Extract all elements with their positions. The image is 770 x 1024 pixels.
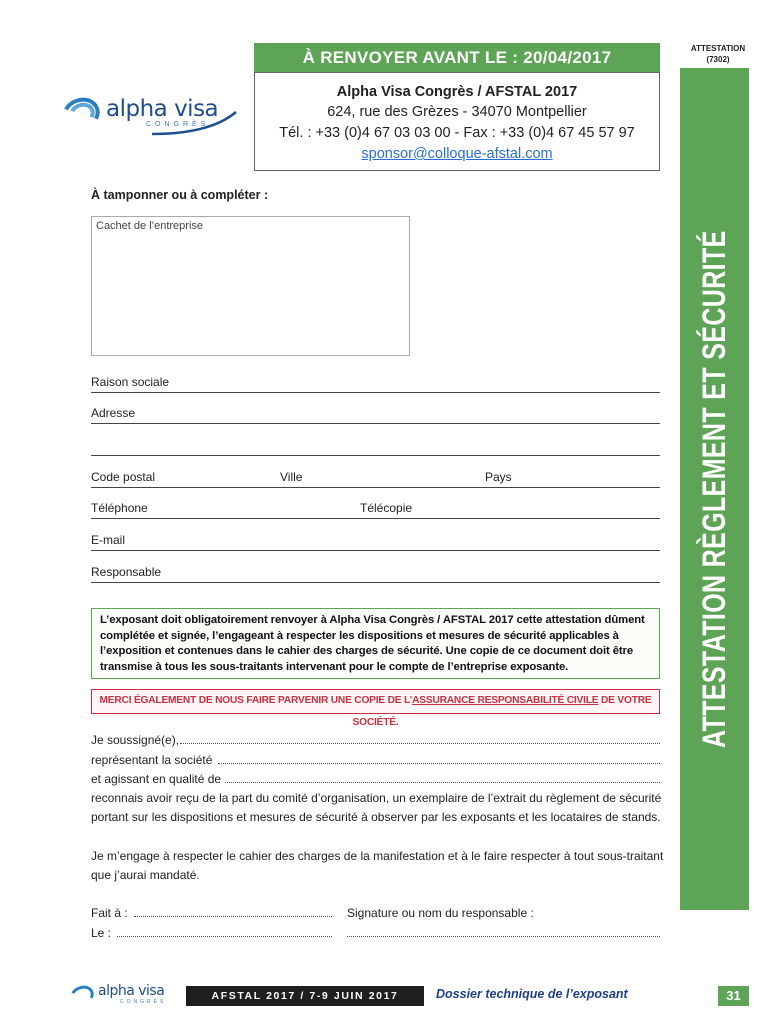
logo-swoosh-icon <box>62 92 104 132</box>
raison-sociale-field[interactable] <box>91 375 660 393</box>
logo-text: alpha visa <box>106 95 219 122</box>
merci-suffix: DE VOTRE SOCIÉTÉ. <box>352 695 652 728</box>
footer-logo-subtext: CONGRÈS <box>120 998 167 1005</box>
attestation-number: (7302) <box>706 55 730 64</box>
footer-logo-text: alpha visa <box>98 982 165 999</box>
responsable-label: Responsable <box>91 565 162 579</box>
organizer-name: Alpha Visa Congrès / AFSTAL 2017 <box>336 84 578 100</box>
signature-input-line[interactable] <box>347 936 660 937</box>
responsable-field[interactable] <box>91 565 660 583</box>
engage-line-1: Je m’engage à respecter le cahier des charges de la manifestation et à le faire respecter à tout sous-traitant <box>91 849 664 863</box>
soussigne-label: Je soussigné(e), <box>91 733 180 747</box>
attestation-label: ATTESTATION <box>690 44 746 53</box>
code-postal-label: Code postal <box>91 470 156 484</box>
email-label: E-mail <box>91 533 126 547</box>
le-input-line[interactable] <box>117 936 332 937</box>
company-stamp-box[interactable] <box>91 216 410 356</box>
email-field[interactable] <box>91 533 660 551</box>
representant-input-line[interactable] <box>218 763 660 764</box>
raison-sociale-label: Raison sociale <box>91 375 170 389</box>
representant-label: représentant la société <box>91 753 213 767</box>
adresse-field[interactable] <box>91 406 660 424</box>
telecopie-label: Télécopie <box>360 501 413 515</box>
fait-a-input-line[interactable] <box>134 916 332 917</box>
attestation-code <box>676 43 760 65</box>
reconnais-line-1: reconnais avoir reçu de la part du comité d’organisation, un exemplaire de l’extrait du règlement de sécurité <box>91 791 662 805</box>
form-instruction: À tamponner ou à compléter : <box>91 188 269 202</box>
merci-insurance-link: ASSURANCE RESPONSABILITÉ CIVILE <box>412 695 599 706</box>
exhibitor-notice: L’exposant doit obligatoirement renvoyer à Alpha Visa Congrès / AFSTAL 2017 cette attestation dûment complétée et signée, l’engageant à respecter les dispositions et mesures de sécurité applicables à l’exposition et contenues dans le cahier des charges de sécurité. Une copie de ce document doit être transmise à tous les sous-traitants intervenant pour le compte de l’entreprise exposante. <box>91 608 660 679</box>
logo-underline-swoosh <box>150 108 240 138</box>
code-postal-ville-pays-field[interactable] <box>91 470 660 488</box>
engage-line-2: que j’aurai mandaté. <box>91 868 200 882</box>
telephone-telecopie-field[interactable] <box>91 501 660 519</box>
sidebar-title-band <box>680 68 749 910</box>
adresse-field-line-2[interactable] <box>91 438 660 456</box>
reconnais-line-2: portant sur les dispositions et mesures de sécurité à observer par les exposants et les locataires de stands. <box>91 810 661 824</box>
merci-prefix: MERCI ÉGALEMENT DE NOUS FAIRE PARVENIR UNE COPIE DE L’ <box>99 695 413 706</box>
pays-label: Pays <box>485 470 512 484</box>
footer-event-band: AFSTAL 2017 / 7-9 JUIN 2017 <box>186 986 424 1006</box>
sidebar-title: ATTESTATION RÈGLEMENT ET SÉCURITÉ <box>696 230 732 748</box>
organizer-phone-fax: Tél. : +33 (0)4 67 03 03 00 - Fax : +33 (0)4 67 45 57 97 <box>279 125 635 141</box>
qualite-label: et agissant en qualité de <box>91 772 222 786</box>
footer-document-title: Dossier technique de l’exposant <box>436 987 628 1001</box>
qualite-input-line[interactable] <box>225 782 660 783</box>
ville-label: Ville <box>280 470 303 484</box>
le-label: Le : <box>91 926 112 940</box>
adresse-label: Adresse <box>91 406 136 420</box>
stamp-label: Cachet de l’entreprise <box>96 220 204 232</box>
footer-logo-swoosh-icon <box>70 982 96 1006</box>
soussigne-input-line[interactable] <box>180 743 660 744</box>
organizer-box <box>254 72 660 171</box>
organizer-email-link[interactable]: sponsor@colloque-afstal.com <box>361 146 553 162</box>
page-number: 31 <box>718 986 749 1006</box>
footer-alpha-visa-logo <box>70 980 166 1008</box>
deadline-banner: À RENVOYER AVANT LE : 20/04/2017 <box>254 43 660 72</box>
logo-subtext: CONGRÈS <box>146 120 210 128</box>
fait-a-label: Fait à : <box>91 906 128 920</box>
telephone-label: Téléphone <box>91 501 148 515</box>
insurance-request-banner <box>91 689 660 728</box>
organizer-address: 624, rue des Grèzes - 34070 Montpellier <box>327 104 587 120</box>
signature-label: Signature ou nom du responsable : <box>347 906 534 920</box>
